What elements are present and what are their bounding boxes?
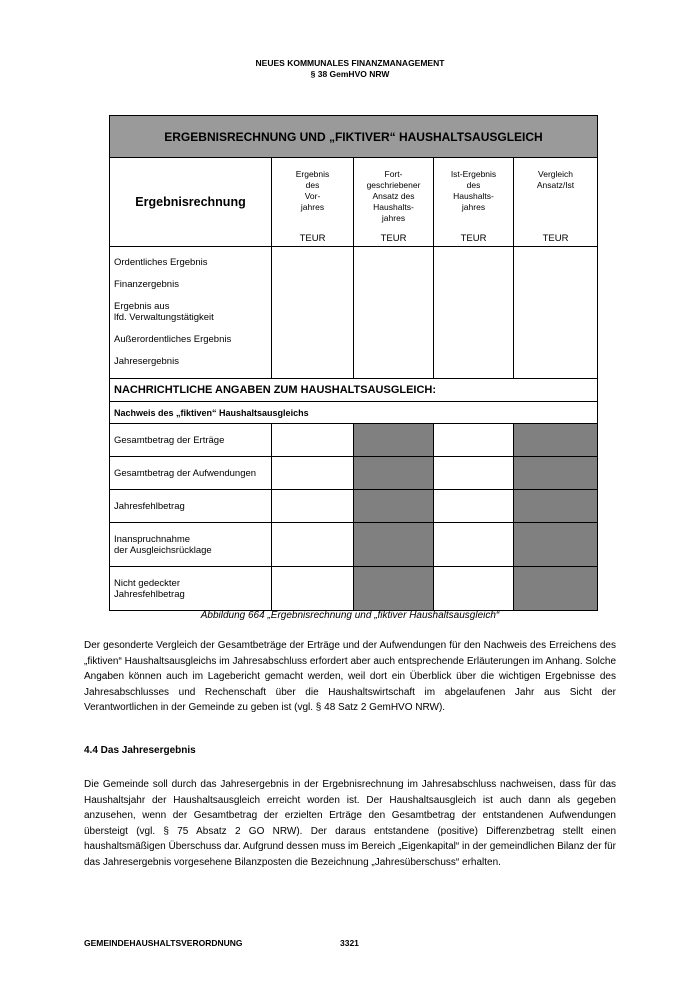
table-cell — [434, 567, 514, 611]
result-item: Finanzergebnis — [114, 279, 179, 290]
table-row-label: Jahresfehlbetrag — [110, 490, 272, 523]
shaded-cell — [354, 567, 434, 611]
column-header-line: Haushalts- — [373, 202, 414, 212]
column-header-line: Vor- — [304, 191, 321, 201]
column-header-line: Ansatz/Ist — [536, 180, 575, 190]
shaded-cell — [514, 457, 598, 490]
shaded-cell — [354, 490, 434, 523]
body-paragraph: Die Gemeinde soll durch das Jahresergebnis in der Ergebnisrechnung im Jahresabschluss nachweisen, dass für das Haushaltsjahr der Haushaltsausgleich erreicht worden ist. Der Haushaltsausgleich ist auch dann als gegeben anzusehen, wenn der Gesamtbetrag der erzielten Erträge den Gesamtbetrag der entstandenen Aufwendungen übersteigt (vgl. § 75 Absatz 2 GO NRW). Der daraus entstandene (positive) Differenzbetrag stellt einen haushaltsmäßigen Überschuss dar. Aufgrund dessen muss im Bereich „Eigenkapital“ in der gemeindlichen Bilanz der für das Jahresergebnis vorgesehene Bilanzposten die Bezeichnung „Jahresüberschuss“ erhalten. — [84, 779, 616, 868]
table-row-label: Gesamtbetrag der Aufwendungen — [110, 457, 272, 490]
table-cell — [272, 424, 354, 457]
column-header-line: jahres — [381, 213, 406, 223]
body-paragraph: Der gesonderte Vergleich der Gesamtbeträge der Erträge und der Aufwendungen für den Nachweis des Erreichens des „fiktiven“ Haushaltsausgleichs im Jahresabschluss erfordert aber auch entsprechende Erläuterungen im Anhang. Solche Angaben können auch im Lagebericht gemacht werden, weil dort ein Überblick über die wichtigen Ergebnisse des Jahresabschlusses und Rechenschaft über die Haushaltswirtschaft im abgelaufenen Jahr aus Sicht der Verantwortlichen in der Gemeinde zu geben ist (vgl. § 48 Satz 2 GemHVO NRW). — [84, 640, 616, 713]
column-header-line: jahres — [461, 202, 486, 212]
table-left-header: Ergebnisrechnung — [110, 158, 272, 247]
table-cell — [434, 247, 514, 379]
shaded-cell — [514, 490, 598, 523]
shaded-cell — [514, 567, 598, 611]
table-cell — [434, 490, 514, 523]
column-unit: TEUR — [542, 233, 569, 244]
column-header-line: Ansatz des — [372, 191, 415, 201]
shaded-cell — [354, 457, 434, 490]
column-header-line: Haushalts- — [453, 191, 494, 201]
table-cell — [354, 247, 434, 379]
column-header-line: Ergebnis — [295, 169, 330, 179]
table-cell — [272, 457, 354, 490]
table-row-label: Gesamtbetrag der Erträge — [110, 424, 272, 457]
column-header-line: des — [305, 180, 320, 190]
table-title: ERGEBNISRECHNUNG UND „FIKTIVER“ HAUSHALTSAUSGLEICH — [110, 116, 598, 158]
table-cell — [434, 523, 514, 567]
footer-title: GEMEINDEHAUSHALTSVERORDNUNG — [84, 938, 243, 948]
table-cell — [272, 490, 354, 523]
result-item: Außerordentliches Ergebnis — [114, 334, 232, 345]
running-header-title: NEUES KOMMUNALES FINANZMANAGEMENT — [255, 58, 445, 68]
column-header-actual-result — [434, 158, 514, 247]
column-header-line: des — [466, 180, 481, 190]
column-header-updated-budget — [354, 158, 434, 247]
table-cell — [434, 457, 514, 490]
shaded-cell — [514, 424, 598, 457]
column-header-line: jahres — [300, 202, 325, 212]
column-unit: TEUR — [299, 233, 326, 244]
column-header-line: Vergleich — [538, 169, 573, 179]
column-header-line: Ist-Ergebnis — [450, 169, 497, 179]
subsection-title: Nachweis des „fiktiven“ Haushaltsausgleichs — [110, 402, 598, 424]
table-cell — [272, 567, 354, 611]
result-items-cell — [110, 247, 272, 379]
shaded-cell — [354, 523, 434, 567]
shaded-cell — [354, 424, 434, 457]
section-title: NACHRICHTLICHE ANGABEN ZUM HAUSHALTSAUSGLEICH: — [110, 379, 598, 402]
column-header-comparison — [514, 158, 598, 247]
running-header-paragraph: § 38 GemHVO NRW — [310, 69, 390, 79]
result-item: Jahresergebnis — [114, 356, 179, 367]
result-item: Ergebnis aus — [114, 301, 170, 312]
result-item: lfd. Verwaltungstätigkeit — [114, 312, 214, 323]
column-unit: TEUR — [380, 233, 407, 244]
table-row-label: Nicht gedeckter Jahresfehlbetrag — [110, 567, 272, 611]
section-heading: 4.4 Das Jahresergebnis — [84, 745, 196, 756]
table-cell — [272, 523, 354, 567]
table-cell — [434, 424, 514, 457]
column-header-line: geschriebener — [366, 180, 421, 190]
table-cell — [272, 247, 354, 379]
figure-caption: Abbildung 664 „Ergebnisrechnung und „fiktiver Haushaltsausgleich“ — [200, 610, 500, 621]
result-item: Ordentliches Ergebnis — [114, 257, 208, 268]
page-number: 3321 — [340, 938, 359, 948]
column-header-line: Fort- — [384, 169, 403, 179]
column-unit: TEUR — [460, 233, 487, 244]
result-table — [109, 115, 598, 611]
table-cell — [514, 247, 598, 379]
table-row-label: Inanspruchnahme der Ausgleichsrücklage — [110, 523, 272, 567]
shaded-cell — [514, 523, 598, 567]
column-header-prior-year — [272, 158, 354, 247]
